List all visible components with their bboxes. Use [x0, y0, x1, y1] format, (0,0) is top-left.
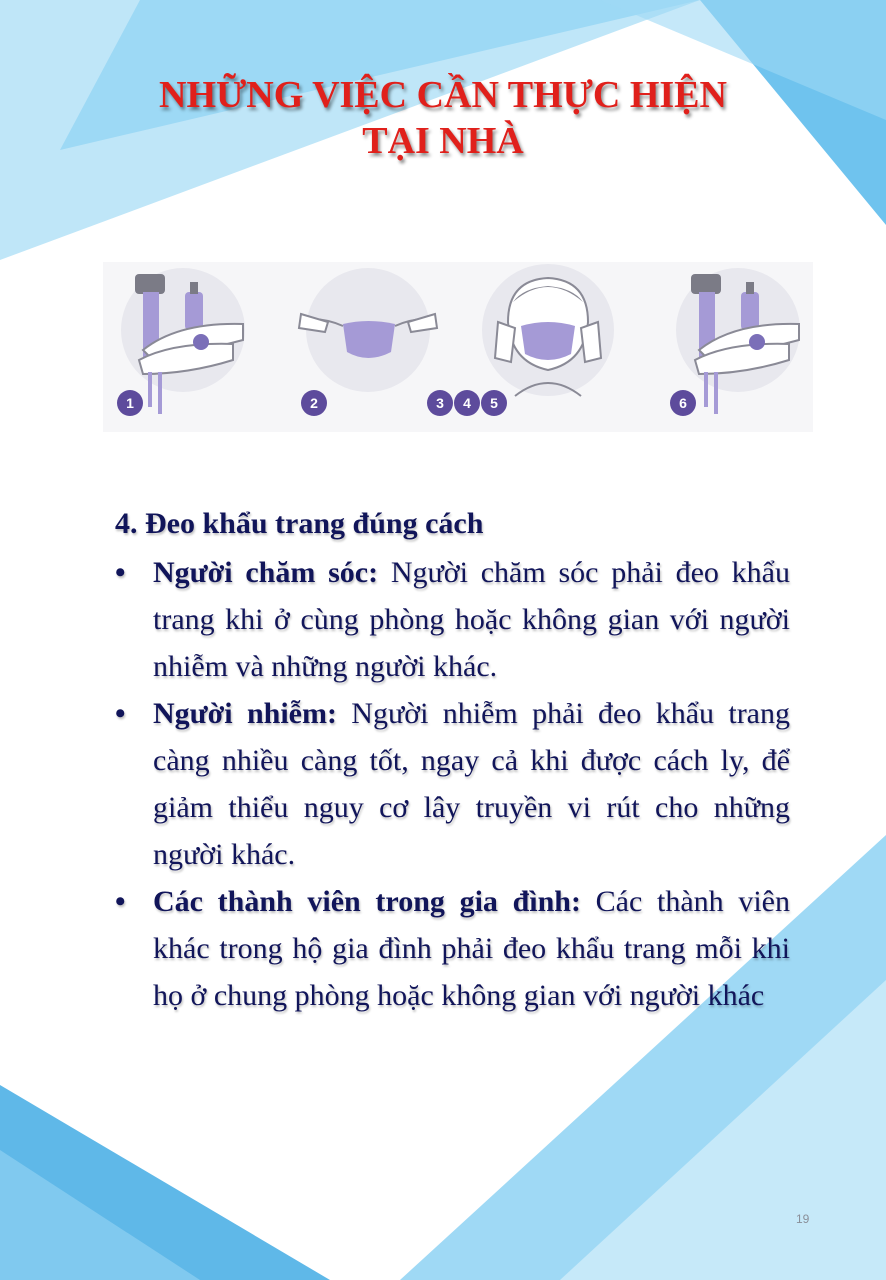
list-item-family: [115, 878, 790, 1019]
wash-hands-icon: [121, 268, 245, 414]
wear-mask-icon: [482, 264, 614, 396]
title-line-1: NHỮNG VIỆC CẦN THỰC HIỆN: [159, 74, 727, 116]
page-number: 19: [796, 1212, 810, 1226]
wash-hands-again-icon: [676, 268, 800, 414]
step-badge-5: 5: [481, 390, 507, 416]
item-label: Người chăm sóc:: [153, 556, 379, 589]
step-badge-6: 6: [670, 390, 696, 416]
list-item-caregiver: [115, 549, 790, 690]
step-badge-1: 1: [117, 390, 143, 416]
item-text: Người nhiễm phải đeo khẩu trang càng nhiều càng tốt, ngay cả khi được cách ly, để giảm thiểu nguy cơ lây truyền vi rút cho những người khác.: [153, 697, 790, 871]
mask-steps-illustration: [103, 262, 813, 432]
step-badge-2: 2: [301, 390, 327, 416]
bullet-mark: •: [115, 697, 126, 730]
hold-mask-icon: [299, 268, 437, 392]
item-label: Các thành viên trong gia đình:: [153, 885, 581, 918]
bullet-mark: •: [115, 556, 126, 589]
page-title: [0, 72, 886, 164]
section-heading: 4. Đeo khẩu trang đúng cách: [115, 507, 484, 540]
step-badge-4: 4: [454, 390, 480, 416]
list-item-infected: [115, 690, 790, 878]
item-text: Người chăm sóc phải đeo khẩu trang khi ở cùng phòng hoặc không gian với người nhiễm và những người khác.: [153, 556, 790, 683]
title-line-2: TẠI NHÀ: [362, 120, 524, 162]
item-label: Người nhiễm:: [153, 697, 337, 730]
step-badge-3: 3: [427, 390, 453, 416]
item-text: Các thành viên khác trong hộ gia đình phải đeo khẩu trang mỗi khi họ ở chung phòng hoặc không gian với người khác: [153, 885, 790, 1012]
bullet-mark: •: [115, 885, 126, 918]
section-content: [115, 500, 790, 1019]
